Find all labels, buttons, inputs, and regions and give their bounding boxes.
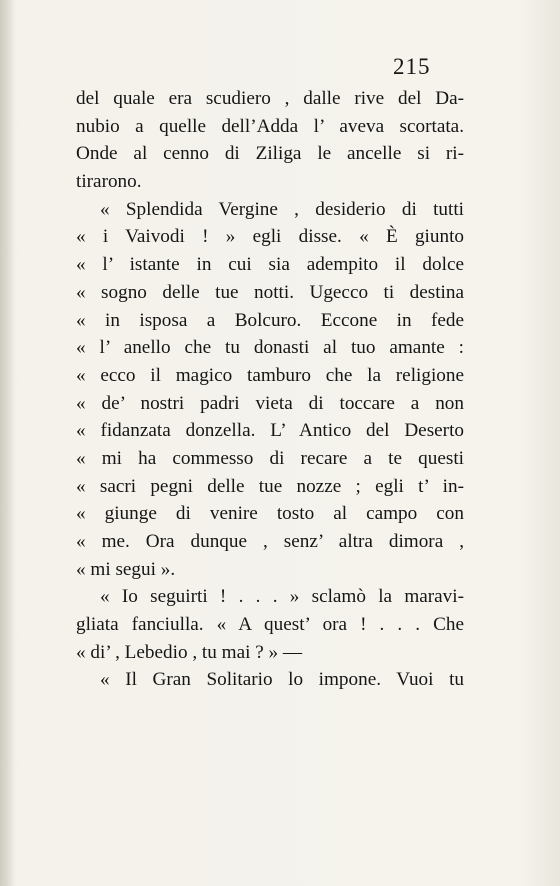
text-line: « Io seguirti ! . . . » sclamò la maravi- bbox=[100, 586, 464, 608]
text-line: « me. Ora dunque , senz’ altra dimora , bbox=[76, 531, 464, 552]
text-line: « mi ha commesso di recare a te questi bbox=[76, 447, 464, 469]
text-line: « di’ , Lebedio , tu mai ? » — bbox=[76, 641, 303, 663]
text-line: Onde al cenno di Ziliga le ancelle si ri- bbox=[76, 143, 464, 165]
text-line: « i Vaivodi ! » egli disse. « È giunto bbox=[76, 226, 464, 248]
text-line: « Il Gran Solitario lo impone. Vuoi tu bbox=[100, 669, 464, 691]
body-text bbox=[76, 85, 464, 694]
text-line: del quale era scudiero , dalle rive del Da- bbox=[76, 88, 464, 109]
text-line: « Splendida Vergine , desiderio di tutti bbox=[100, 198, 464, 220]
text-line: « sogno delle tue notti. Ugecco ti destina bbox=[76, 281, 464, 303]
text-line: gliata fanciulla. « A quest’ ora ! . . . Che bbox=[76, 614, 464, 636]
text-line: nubio a quelle dell’Adda l’ aveva scortata. bbox=[76, 115, 464, 137]
text-line: « de’ nostri padri vieta di toccare a non bbox=[76, 392, 464, 414]
text-line: « mi segui ». bbox=[76, 558, 176, 580]
page-gutter-shadow bbox=[0, 0, 14, 886]
text-line: « l’ anello che tu donasti al tuo amante : bbox=[76, 337, 464, 359]
text-line: tirarono. bbox=[76, 171, 142, 193]
text-line: « fidanzata donzella. L’ Antico del Deserto bbox=[76, 420, 464, 442]
text-line: « giunge di venire tosto al campo con bbox=[76, 503, 464, 525]
text-line: « sacri pegni delle tue nozze ; egli t’ in- bbox=[76, 475, 464, 497]
text-line: « in isposa a Bolcuro. Eccone in fede bbox=[76, 309, 464, 331]
page-number: 215 bbox=[393, 54, 431, 79]
text-line: « ecco il magico tamburo che la religione bbox=[76, 364, 464, 386]
text-line: « l’ istante in cui sia adempito il dolce bbox=[76, 254, 464, 276]
